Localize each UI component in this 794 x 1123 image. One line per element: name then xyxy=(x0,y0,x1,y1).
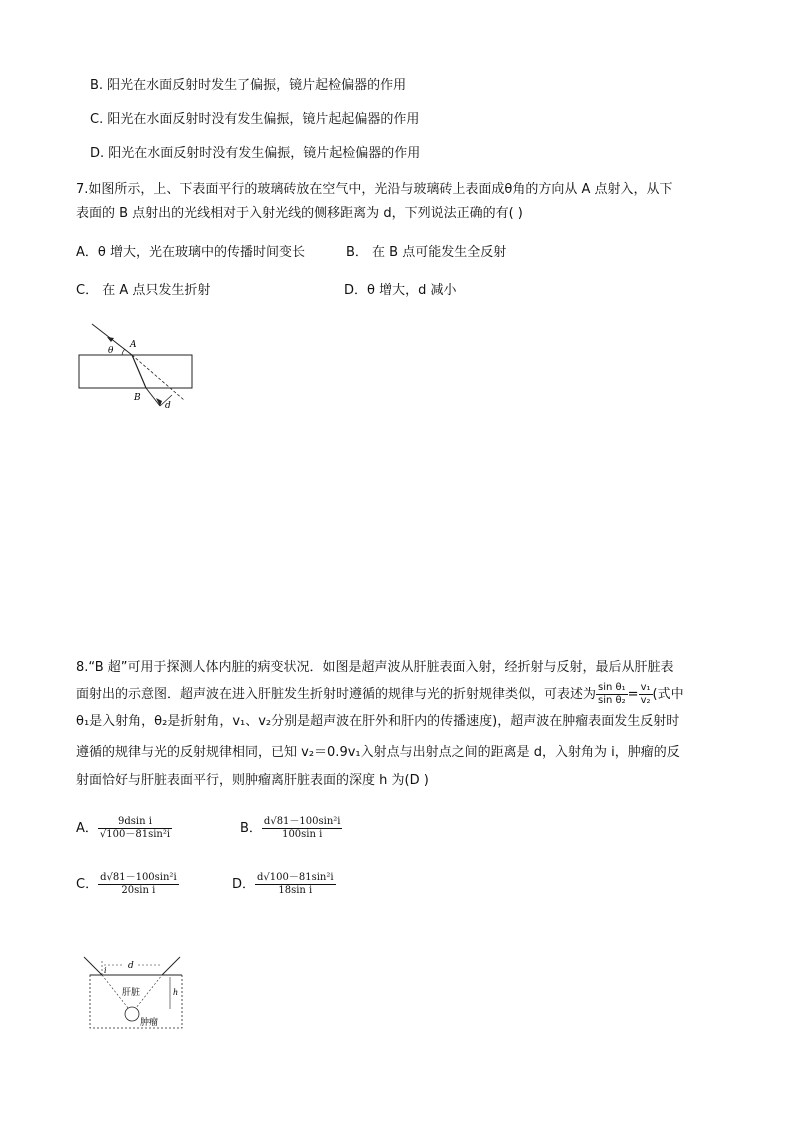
q7-option-c: C． 在 A 点只发生折射 xyxy=(76,283,211,298)
q8-stem-line4: 遵循的规律与光的反射规律相同，已知 v₂＝0.9v₁入射点与出射点之间的距离是 d，入射角为 i，肿瘤的反 xyxy=(76,745,680,760)
q7-stem-line2: 表面的 B 点射出的光线相对于入射光线的侧移距离为 d，下列说法正确的有( ) xyxy=(76,206,523,221)
q8-option-b-fraction: $\frac{\text{d√81－100sin²i}}{\text{100sin i}}$ xyxy=(263,816,341,840)
q6-option-b: B. 阳光在水面反射时发生了偏振，镜片起检偏器的作用 xyxy=(90,78,407,93)
tumor-shape xyxy=(125,1007,139,1021)
emergent-ray xyxy=(146,388,160,406)
d-label: d xyxy=(165,401,171,411)
point-a-label: A xyxy=(130,340,137,350)
equals-sign: = xyxy=(627,687,639,702)
glass-slab xyxy=(79,355,192,388)
tumor-label: 肿瘤 xyxy=(140,1018,159,1028)
q6-option-d: D. 阳光在水面反射时没有发生偏振，镜片起检偏器的作用 xyxy=(90,146,421,161)
q8-option-b: B． $\frac{\text{d√81－100sin²i}}{\text{100sin i}}$ xyxy=(240,816,341,840)
refracted-ray xyxy=(132,355,146,388)
q7-glass-slab-figure xyxy=(76,320,196,410)
q8-stem-line5: 射面恰好与肝脏表面平行，则肿瘤离肝脏表面的深度 h 为(D ) xyxy=(76,773,429,788)
q8-option-a: A． $\frac{\text{9dsin i}}{\text{√100－81sin²i}}$ xyxy=(76,816,171,840)
q8-option-a-fraction: $\frac{\text{9dsin i}}{\text{√100－81sin²i}}$ xyxy=(99,816,171,840)
q8-option-d: D． $\frac{\text{d√100－81sin²i}}{\text{18sin i}}$ xyxy=(232,872,334,896)
q8-stem-line3: θ₁是入射角，θ₂是折射角，v₁、v₂分别是超声波在肝外和肝内的传播速度)，超声波在肿瘤表面发生反射时 xyxy=(76,714,680,729)
q8-line2-tail: (式中 xyxy=(652,687,684,702)
snell-fraction-v: $\frac{\text{v₁}}{\text{v₂}}$ xyxy=(640,682,651,706)
q7-option-b: B． 在 B 点可能发生全反射 xyxy=(346,245,507,260)
liver-label: 肝脏 xyxy=(122,988,141,998)
h-label: h xyxy=(173,988,179,997)
d-label: d xyxy=(128,961,134,971)
point-b-label: B xyxy=(134,393,141,403)
q6-option-c: C. 阳光在水面反射时没有发生偏振，镜片起起偏器的作用 xyxy=(90,112,420,127)
incident-arrow xyxy=(107,337,114,342)
q8-option-d-fraction: $\frac{\text{d√100－81sin²i}}{\text{18sin i}}$ xyxy=(257,872,334,896)
q7-stem-line1: 7.如图所示，上、下表面平行的玻璃砖放在空气中，光沿与玻璃砖上表面成θ角的方向从 A 点射入，从下 xyxy=(76,182,673,197)
q8-ultrasound-liver-figure xyxy=(82,953,192,1033)
q7-option-d: D．θ 增大，d 减小 xyxy=(344,283,457,298)
incidence-angle-label: i xyxy=(104,966,107,975)
q8-stem-line2 xyxy=(76,682,684,707)
emergent-wave xyxy=(162,957,180,975)
theta-label: θ xyxy=(108,346,114,356)
q8-line2-text: 面射出的示意图．超声波在进入肝脏发生折射时遵循的规律与光的折射规律类似，可表述为 xyxy=(76,687,597,702)
theta-arc xyxy=(122,349,125,355)
incident-wave xyxy=(84,957,102,975)
q8-stem-line1: 8.“B 超”可用于探测人体内脏的病变状况．如图是超声波从肝脏表面入射，经折射与反射，最后从肝脏表 xyxy=(76,660,674,675)
snell-fraction-sin: $\frac{\text{sin θ₁}}{\text{sin θ₂}}$ xyxy=(598,682,626,706)
q7-option-a: A．θ 增大，光在玻璃中的传播时间变长 xyxy=(76,245,305,260)
q8-option-c: C． $\frac{\text{d√81－100sin²i}}{\text{20sin i}}$ xyxy=(76,872,177,896)
q8-option-c-fraction: $\frac{\text{d√81－100sin²i}}{\text{20sin i}}$ xyxy=(100,872,177,896)
